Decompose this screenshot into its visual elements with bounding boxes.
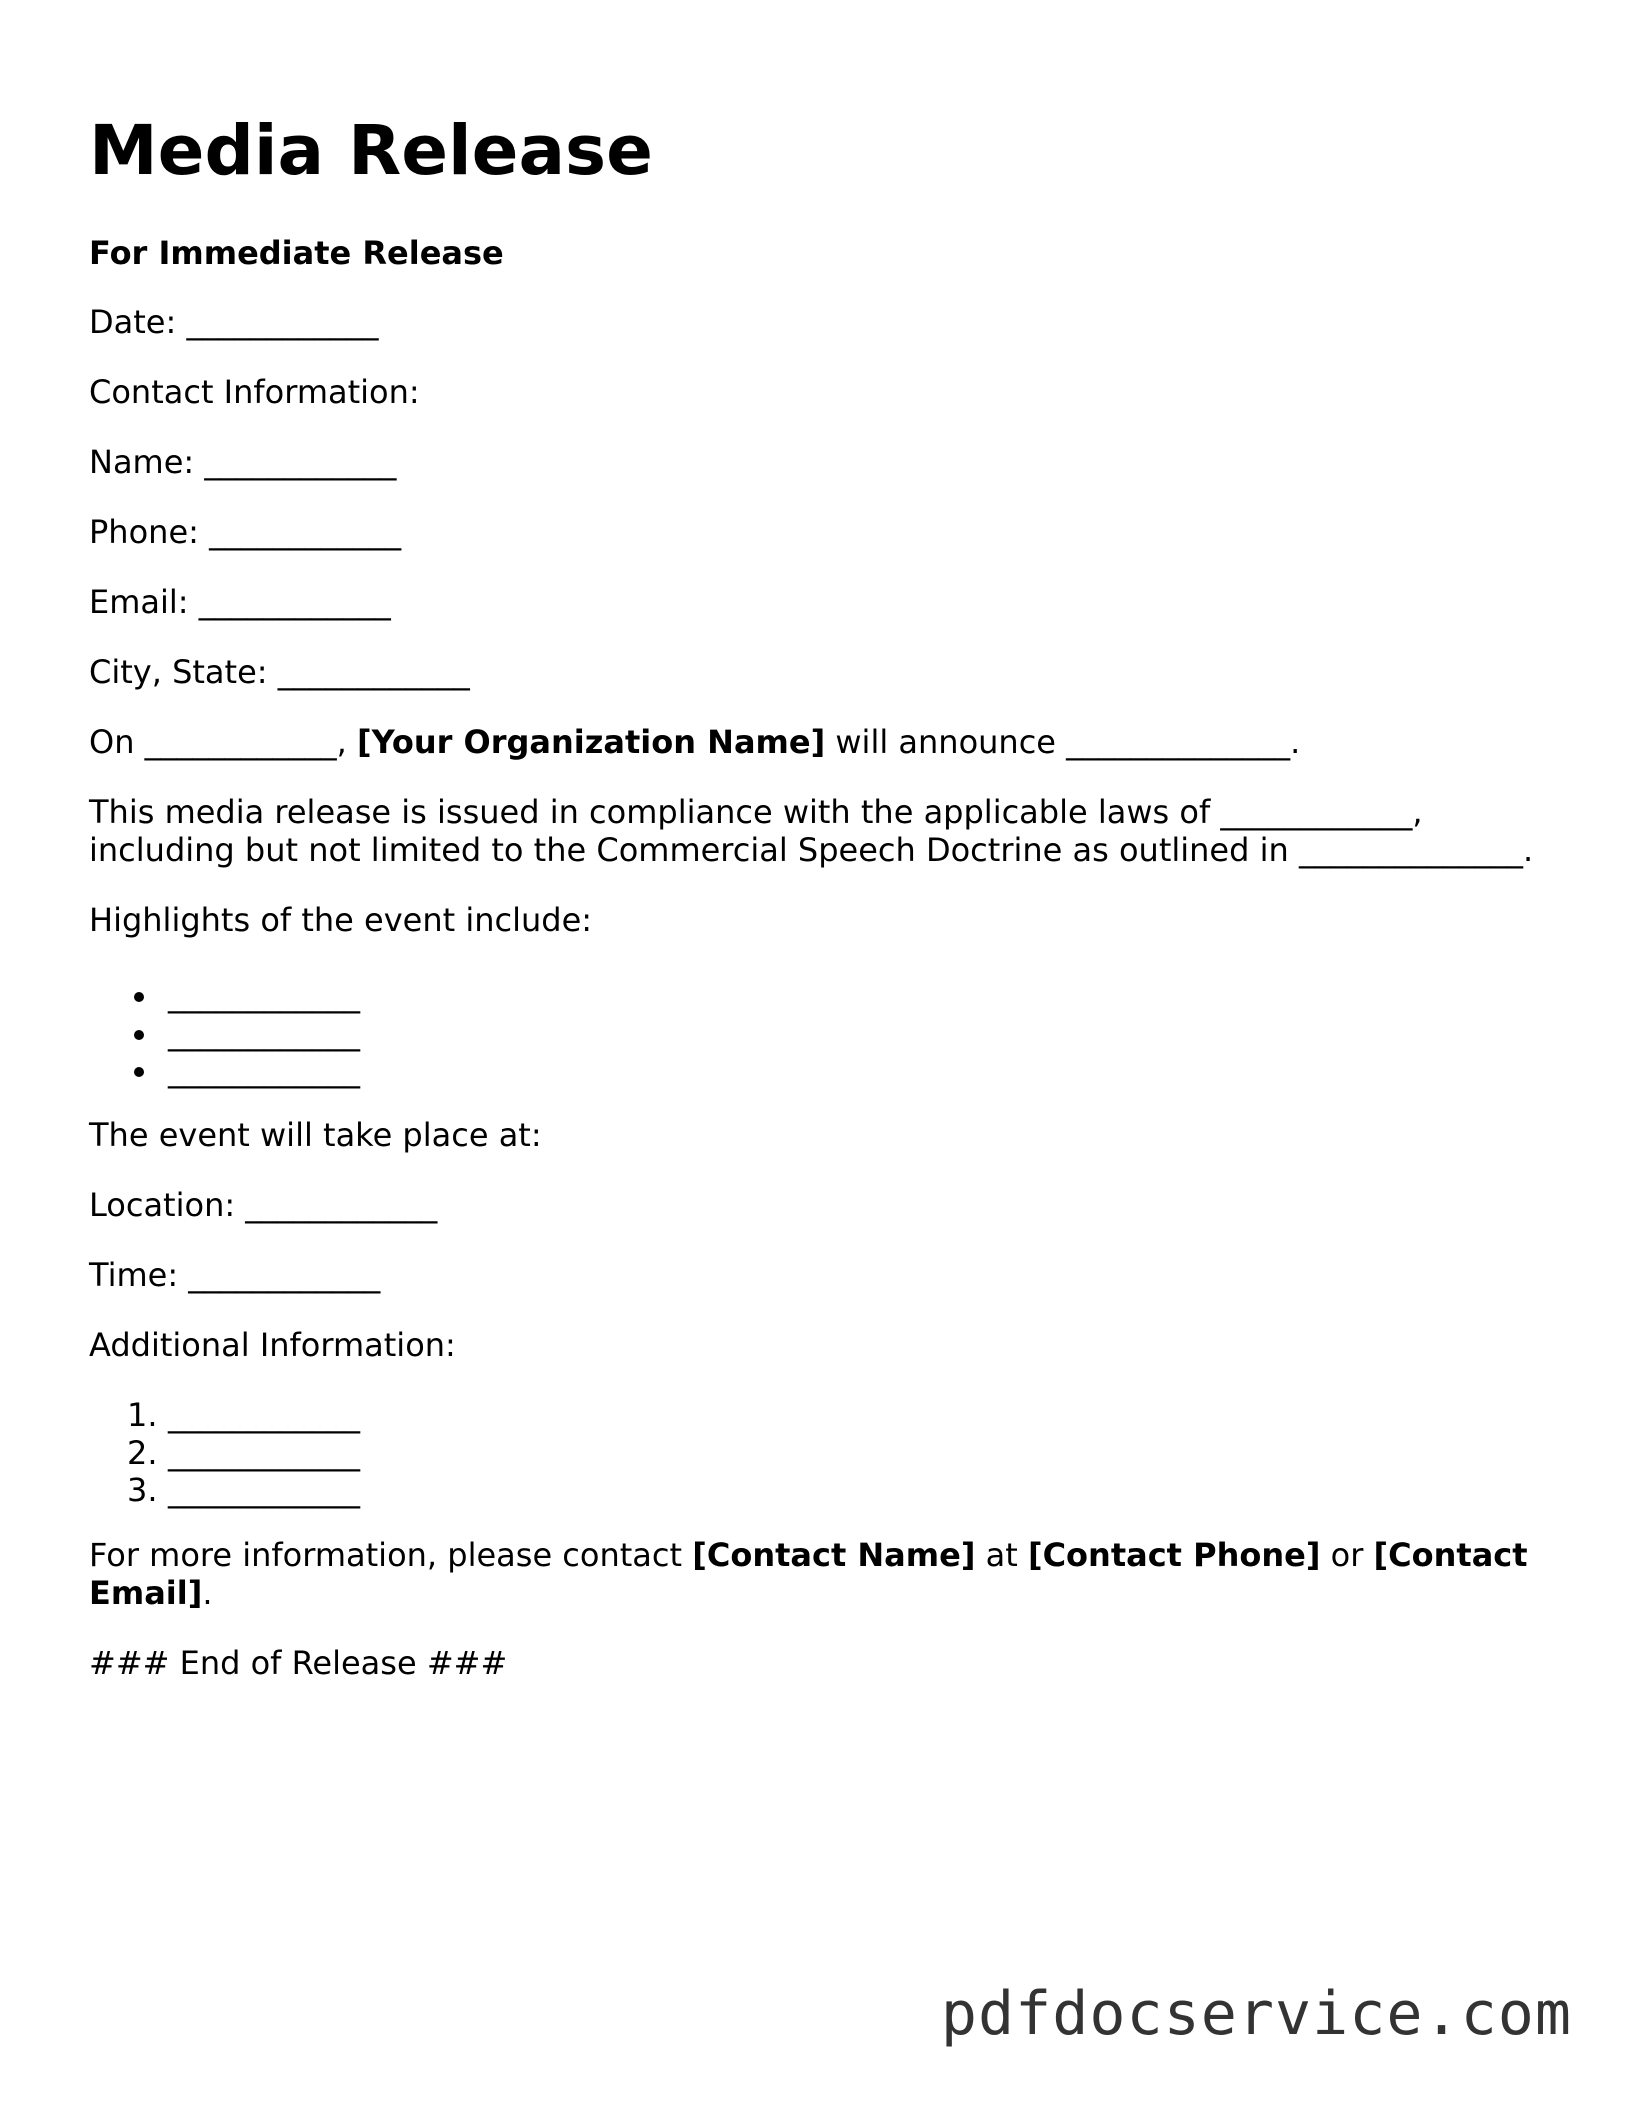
phone-line [89,513,401,551]
email-line [89,583,391,621]
list-item [89,1396,360,1434]
organization-name: [Your Organization Name] [356,723,826,761]
announce-middle: will announce [835,723,1056,761]
announcement-line [89,723,1300,761]
name-blank[interactable]: ____________ [204,443,397,481]
compliance-end: . [1522,831,1534,869]
announce-end: . [1290,723,1301,761]
more-info-line-2 [89,1574,213,1612]
bullet-icon [134,1067,144,1077]
compliance-comma: , [1412,793,1423,831]
compliance-part1: This media release is issued in compliance with the applicable laws of [89,793,1211,831]
date-label: Date: [89,303,177,341]
city-state-label: City, State: [89,653,268,691]
more-info-or: or [1330,1536,1364,1574]
list-item [89,976,360,1014]
additional-blank[interactable]: ____________ [168,1433,360,1472]
end-of-release: ### End of Release ### [89,1644,508,1682]
highlights-heading: Highlights of the event include: [89,901,593,939]
phone-blank[interactable]: ____________ [209,513,402,551]
phone-label: Phone: [89,513,199,551]
more-info-at: at [985,1536,1018,1574]
city-state-line [89,653,470,691]
compliance-laws-blank[interactable]: ____________ [1220,793,1413,831]
list-number: 2. [127,1433,158,1472]
list-item [89,1051,360,1089]
bullet-icon [134,1030,144,1040]
email-blank[interactable]: ____________ [198,583,391,621]
list-item [89,1014,360,1052]
list-number: 1. [127,1396,158,1434]
additional-list [89,1396,360,1509]
date-blank[interactable]: ____________ [186,303,379,341]
compliance-part2: including but not limited to the Commercial Speech Doctrine as outlined in [89,831,1289,869]
city-state-blank[interactable]: ____________ [277,653,470,691]
compliance-line-2 [89,831,1533,869]
contact-phone-placeholder: [Contact Phone] [1027,1536,1321,1574]
bullet-icon [134,992,144,1002]
additional-blank[interactable]: ____________ [168,1396,360,1434]
announce-prefix: On [89,723,135,761]
contact-heading: Contact Information: [89,373,420,411]
date-line [89,303,378,341]
watermark: pdfdocservice.com [940,1979,1572,2049]
name-line [89,443,396,481]
time-label: Time: [89,1256,179,1294]
highlights-list [89,976,360,1089]
highlight-blank[interactable]: ____________ [168,976,360,1014]
more-info-prefix: For more information, please contact [89,1536,683,1574]
name-label: Name: [89,443,195,481]
highlight-blank[interactable]: ____________ [168,1051,360,1089]
location-blank[interactable]: ____________ [245,1186,438,1224]
highlight-blank[interactable]: ____________ [168,1013,360,1052]
list-item [89,1471,360,1509]
compliance-line-1 [89,793,1423,831]
announce-date-blank[interactable]: ____________ [144,723,337,761]
additional-blank[interactable]: ____________ [168,1471,360,1509]
announce-comma: , [336,723,347,761]
contact-email-placeholder-end: Email] [89,1574,203,1612]
additional-heading: Additional Information: [89,1326,456,1364]
contact-name-placeholder: [Contact Name] [692,1536,976,1574]
page-title: Media Release [89,111,653,191]
time-line [89,1256,380,1294]
announce-blank[interactable]: ______________ [1066,723,1291,761]
compliance-doctrine-blank[interactable]: ______________ [1298,831,1523,869]
release-subtitle: For Immediate Release [89,234,504,272]
contact-email-placeholder-start: [Contact [1373,1536,1528,1574]
email-label: Email: [89,583,189,621]
time-blank[interactable]: ____________ [188,1256,381,1294]
location-label: Location: [89,1186,236,1224]
list-number: 3. [127,1471,158,1509]
location-line [89,1186,437,1224]
more-info-end: . [202,1574,213,1612]
more-info-line-1 [89,1536,1528,1574]
event-heading: The event will take place at: [89,1116,542,1154]
list-item [89,1434,360,1472]
